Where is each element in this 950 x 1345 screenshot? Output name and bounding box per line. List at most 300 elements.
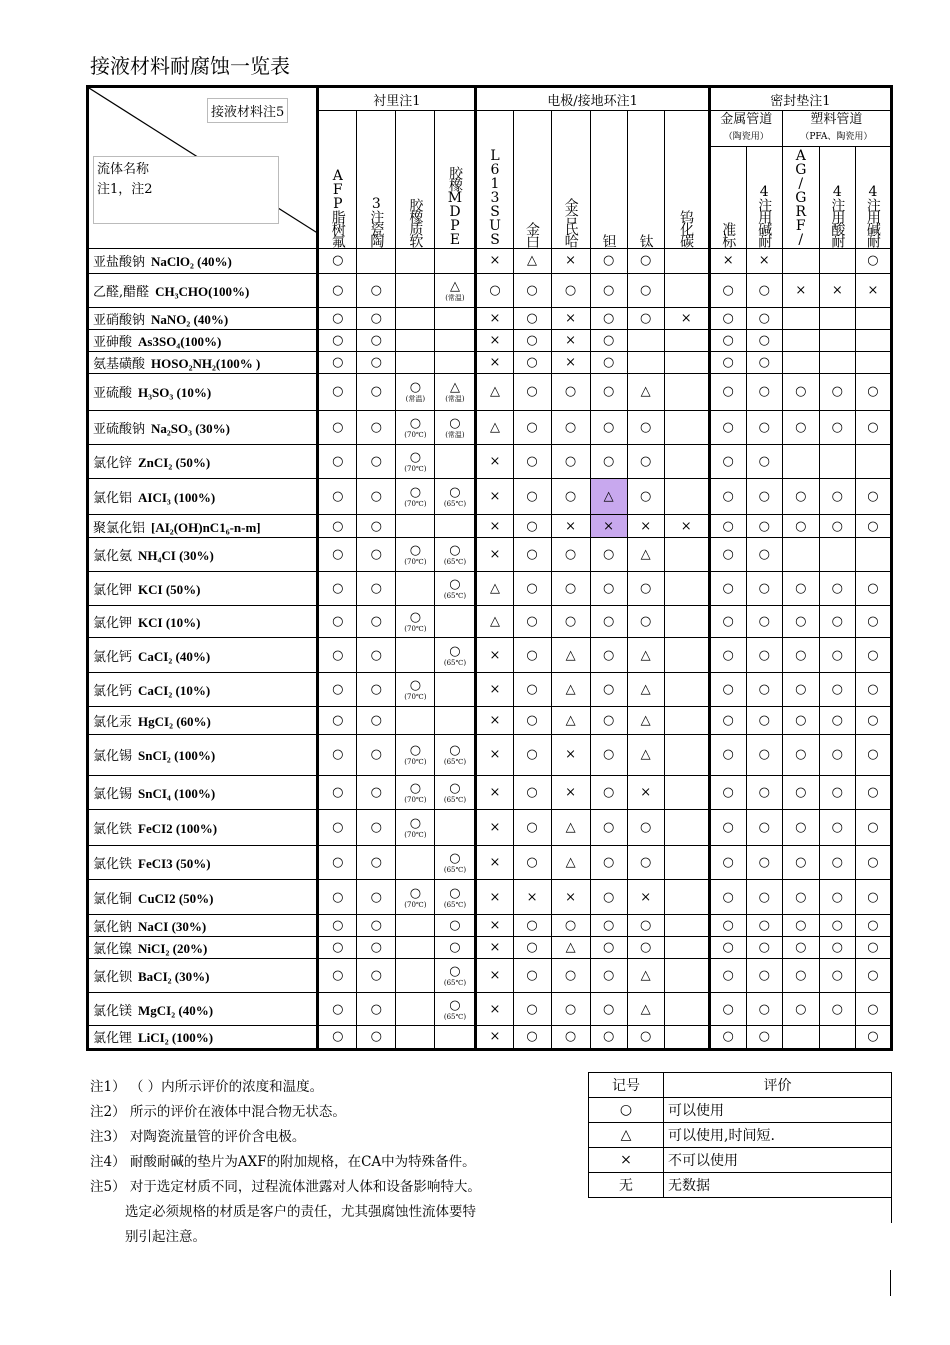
rating-cell bbox=[627, 444, 664, 478]
rating-symbol: × bbox=[489, 747, 501, 763]
fluid-name: 亚盐酸钠 bbox=[93, 255, 146, 271]
rating-cell bbox=[435, 479, 476, 515]
rating-cell bbox=[396, 307, 435, 329]
rating-symbol: ○ bbox=[639, 419, 652, 435]
fluid-name: 氯化锂 bbox=[93, 1031, 133, 1047]
rating-cell bbox=[627, 537, 664, 571]
rating-symbol: ○ bbox=[602, 747, 615, 763]
rating-cell bbox=[855, 936, 891, 958]
fluid-name-cell bbox=[88, 735, 318, 775]
fluid-formula: CH₃CHO(100%) bbox=[155, 283, 250, 299]
col-head-13 bbox=[819, 147, 855, 249]
rating-symbol: ○ bbox=[639, 310, 652, 326]
rating-symbol: ○ bbox=[332, 253, 344, 269]
rating-symbol: ○ bbox=[332, 855, 344, 871]
fluid-name: 氯化钡 bbox=[93, 970, 133, 986]
rating-symbol: ○ bbox=[602, 384, 615, 400]
rating-condition: (常温) bbox=[445, 293, 465, 302]
rating-symbol: ○ bbox=[795, 681, 807, 697]
legend-meaning: 无数据 bbox=[664, 1173, 892, 1198]
rating-cell bbox=[855, 1025, 891, 1049]
rating-cell bbox=[435, 374, 476, 410]
rating-symbol: ○ bbox=[602, 1001, 615, 1017]
rating-symbol: × bbox=[489, 940, 501, 955]
rating-symbol: ○ bbox=[758, 581, 770, 597]
rating-cell bbox=[476, 329, 513, 351]
rating-cell bbox=[551, 479, 590, 515]
rating-cell bbox=[819, 993, 855, 1025]
rating-cell bbox=[357, 444, 396, 478]
fluid-name: 亚硫酸钠 bbox=[93, 421, 146, 437]
rating-cell bbox=[782, 775, 819, 809]
rating-symbol: ○ bbox=[332, 355, 344, 371]
rating-symbol: ○ bbox=[564, 546, 577, 562]
rating-cell bbox=[357, 672, 396, 706]
rating-symbol: × bbox=[758, 253, 770, 269]
rating-symbol: ○ bbox=[602, 647, 615, 663]
rating-cell bbox=[590, 537, 627, 571]
col-head-text: L613SUS bbox=[487, 148, 503, 247]
rating-symbol: ○ bbox=[722, 489, 734, 505]
rating-cell bbox=[782, 707, 819, 735]
rating-cell bbox=[590, 273, 627, 307]
rating-symbol: ○ bbox=[867, 1029, 879, 1045]
rating-cell bbox=[782, 735, 819, 775]
rating-symbol: × bbox=[489, 454, 501, 470]
rating-symbol: △ bbox=[640, 1001, 651, 1017]
rating-cell bbox=[709, 352, 746, 374]
rating-cell bbox=[551, 914, 590, 936]
rating-cell bbox=[709, 479, 746, 515]
rating-cell bbox=[709, 993, 746, 1025]
rating-symbol: ○ bbox=[526, 454, 538, 470]
rating-cell bbox=[357, 936, 396, 958]
rating-symbol: ○ bbox=[332, 518, 344, 534]
rating-symbol: ○ bbox=[831, 647, 843, 663]
rating-symbol: ○ bbox=[831, 968, 843, 984]
col-head-11 bbox=[746, 147, 782, 249]
rating-cell bbox=[855, 374, 891, 410]
rating-cell bbox=[782, 880, 819, 914]
rating-cell bbox=[819, 846, 855, 880]
rating-condition: (65℃) bbox=[443, 866, 467, 875]
rating-cell bbox=[513, 307, 551, 329]
fluid-name-cell bbox=[88, 606, 318, 638]
rating-symbol: ○ bbox=[602, 355, 615, 371]
col-head-10 bbox=[709, 147, 746, 249]
table-row bbox=[88, 993, 892, 1025]
rating-symbol: ○ bbox=[370, 1029, 382, 1045]
rating-symbol: ○ bbox=[758, 784, 770, 800]
rating-cell bbox=[357, 606, 396, 638]
legend-tail-line bbox=[891, 1195, 892, 1223]
rating-symbol: ○ bbox=[795, 614, 807, 630]
rating-symbol: × bbox=[603, 518, 615, 534]
rating-symbol: ○ bbox=[722, 917, 734, 933]
rating-symbol: ○ bbox=[722, 546, 734, 562]
rating-cell bbox=[551, 606, 590, 638]
rating-symbol: ○ bbox=[526, 419, 538, 435]
rating-cell bbox=[782, 374, 819, 410]
col-head-text: 准标 bbox=[720, 222, 737, 247]
rating-cell bbox=[664, 936, 709, 958]
rating-cell bbox=[627, 307, 664, 329]
rating-cell bbox=[513, 606, 551, 638]
rating-symbol: ○ bbox=[795, 518, 807, 534]
rating-symbol: ○ bbox=[722, 713, 734, 729]
rating-symbol: ○ bbox=[332, 546, 344, 562]
rating-cell bbox=[746, 329, 782, 351]
rating-symbol: ○ bbox=[602, 1029, 615, 1045]
rating-cell bbox=[709, 606, 746, 638]
rating-cell bbox=[476, 638, 513, 672]
rating-cell bbox=[590, 707, 627, 735]
col-head-7 bbox=[590, 111, 627, 249]
rating-cell bbox=[627, 638, 664, 672]
rating-cell bbox=[782, 1025, 819, 1049]
rating-cell bbox=[318, 638, 357, 672]
rating-cell bbox=[396, 914, 435, 936]
rating-cell bbox=[513, 672, 551, 706]
col-head-0 bbox=[318, 111, 357, 249]
table-row bbox=[88, 846, 892, 880]
rating-symbol: ○ bbox=[370, 681, 382, 697]
rating-symbol: ○ bbox=[370, 282, 382, 298]
note-4: 注4） 耐酸耐碱的垫片为AXF的附加规格，在CA中为特殊备件。 bbox=[90, 1154, 476, 1170]
fluid-name: 氯化锡 bbox=[93, 749, 133, 765]
rating-symbol: × bbox=[489, 355, 501, 371]
rating-cell bbox=[819, 352, 855, 374]
fluid-name-cell bbox=[88, 914, 318, 936]
rating-cell bbox=[476, 444, 513, 478]
rating-cell bbox=[782, 515, 819, 537]
rating-cell bbox=[627, 846, 664, 880]
rating-cell bbox=[590, 444, 627, 478]
rating-symbol: ○ bbox=[867, 647, 879, 663]
rating-condition: (70℃) bbox=[404, 500, 427, 509]
rating-cell bbox=[746, 273, 782, 307]
rating-symbol: ○ bbox=[526, 581, 538, 597]
rating-cell bbox=[396, 880, 435, 914]
rating-symbol: ○ bbox=[370, 855, 382, 871]
rating-symbol: ○ bbox=[370, 384, 382, 400]
rating-cell bbox=[627, 672, 664, 706]
rating-symbol: ○ bbox=[370, 581, 382, 597]
rating-symbol: ○ bbox=[795, 647, 807, 663]
rating-symbol: ○ bbox=[758, 681, 770, 697]
rating-symbol: ○ bbox=[758, 454, 770, 470]
rating-cell bbox=[855, 914, 891, 936]
fluid-name: 氯化镁 bbox=[93, 1003, 133, 1019]
rating-symbol: ○ bbox=[370, 355, 382, 371]
rating-cell bbox=[782, 273, 819, 307]
fluid-name-cell bbox=[88, 638, 318, 672]
rating-symbol: ○ bbox=[831, 681, 843, 697]
rating-symbol: ○ bbox=[449, 542, 461, 558]
group-lining: 衬里注1 bbox=[318, 87, 476, 111]
rating-symbol: × bbox=[489, 1001, 501, 1017]
note-3: 注3） 对陶瓷流量管的评价含电极。 bbox=[90, 1129, 306, 1145]
rating-symbol: × bbox=[489, 820, 501, 836]
rating-symbol: △ bbox=[565, 940, 576, 955]
rating-symbol: ○ bbox=[722, 614, 734, 630]
rating-cell bbox=[318, 515, 357, 537]
corner-header-cell bbox=[88, 87, 318, 249]
rating-cell bbox=[435, 249, 476, 273]
rating-cell bbox=[476, 993, 513, 1025]
rating-symbol: ○ bbox=[758, 968, 770, 984]
rating-cell bbox=[627, 515, 664, 537]
rating-symbol: ○ bbox=[449, 743, 461, 759]
page-title: 接液材料耐腐蚀一览表 bbox=[90, 54, 290, 78]
rating-cell bbox=[627, 880, 664, 914]
rating-cell bbox=[396, 374, 435, 410]
rating-symbol: ○ bbox=[449, 577, 461, 593]
rating-cell bbox=[513, 479, 551, 515]
rating-cell bbox=[318, 846, 357, 880]
fluid-name-cell bbox=[88, 775, 318, 809]
rating-cell bbox=[396, 846, 435, 880]
fluid-name: 氯化钠 bbox=[93, 919, 133, 935]
rating-cell bbox=[551, 249, 590, 273]
rating-cell bbox=[590, 307, 627, 329]
rating-cell bbox=[746, 672, 782, 706]
rating-cell bbox=[435, 329, 476, 351]
rating-symbol: ○ bbox=[722, 647, 734, 663]
rating-cell bbox=[819, 959, 855, 993]
rating-cell bbox=[590, 735, 627, 775]
rating-condition: (65℃) bbox=[443, 592, 467, 601]
rating-cell bbox=[664, 775, 709, 809]
rating-symbol: ○ bbox=[758, 747, 770, 763]
rating-cell bbox=[551, 809, 590, 845]
rating-cell bbox=[590, 775, 627, 809]
rating-symbol: ○ bbox=[867, 713, 879, 729]
rating-cell bbox=[476, 846, 513, 880]
rating-cell bbox=[396, 672, 435, 706]
rating-symbol: ○ bbox=[370, 747, 382, 763]
rating-symbol: ○ bbox=[370, 940, 382, 955]
rating-cell bbox=[476, 707, 513, 735]
rating-cell bbox=[855, 537, 891, 571]
rating-cell bbox=[357, 880, 396, 914]
rating-cell bbox=[590, 1025, 627, 1049]
material-label: 接液材料注5 bbox=[207, 98, 288, 123]
rating-cell bbox=[819, 479, 855, 515]
rating-cell bbox=[590, 914, 627, 936]
col-head-text: 钛 bbox=[637, 234, 654, 247]
col-head-text: 胶橡MDPE bbox=[446, 166, 463, 247]
rating-symbol: △ bbox=[490, 581, 500, 597]
rating-cell bbox=[357, 959, 396, 993]
rating-symbol: ○ bbox=[564, 454, 577, 470]
rating-symbol: ○ bbox=[449, 940, 461, 955]
table-row bbox=[88, 775, 892, 809]
fluid-name: 亚硫酸 bbox=[93, 386, 133, 402]
rating-symbol: ○ bbox=[722, 820, 734, 836]
rating-cell bbox=[819, 1025, 855, 1049]
fluid-name: 氯化铜 bbox=[93, 891, 133, 907]
rating-condition: (65℃) bbox=[443, 979, 467, 988]
rating-symbol: × bbox=[831, 282, 843, 298]
rating-cell bbox=[664, 846, 709, 880]
table-row bbox=[88, 735, 892, 775]
table-row bbox=[88, 444, 892, 478]
rating-condition: (70℃) bbox=[404, 795, 427, 804]
rating-symbol: ○ bbox=[602, 713, 615, 729]
rating-symbol: ○ bbox=[867, 784, 879, 800]
rating-cell bbox=[513, 374, 551, 410]
rating-symbol: ○ bbox=[526, 333, 538, 349]
rating-cell bbox=[664, 307, 709, 329]
rating-cell bbox=[664, 571, 709, 605]
fluid-name: 氯化氨 bbox=[93, 548, 133, 564]
rating-cell bbox=[318, 993, 357, 1025]
rating-cell bbox=[318, 374, 357, 410]
table-row bbox=[88, 707, 892, 735]
fluid-name: 氯化铁 bbox=[93, 822, 133, 838]
fluid-name-cell bbox=[88, 273, 318, 307]
rating-cell bbox=[551, 880, 590, 914]
rating-symbol: × bbox=[489, 713, 501, 729]
rating-symbol: × bbox=[489, 310, 501, 326]
rating-cell bbox=[746, 809, 782, 845]
rating-cell bbox=[855, 571, 891, 605]
rating-cell bbox=[476, 672, 513, 706]
fluid-name-cell bbox=[88, 444, 318, 478]
rating-cell bbox=[476, 959, 513, 993]
rating-symbol: ○ bbox=[758, 384, 770, 400]
rating-symbol: × bbox=[565, 747, 577, 763]
col-head-text: 钨化碳 bbox=[678, 210, 695, 247]
rating-cell bbox=[357, 374, 396, 410]
col-head-1 bbox=[357, 111, 396, 249]
rating-cell bbox=[590, 410, 627, 444]
notes-block bbox=[90, 1075, 481, 1250]
rating-symbol: ○ bbox=[409, 885, 422, 901]
fluid-name: 氯化钾 bbox=[93, 583, 133, 599]
rating-symbol: ○ bbox=[409, 610, 422, 626]
rating-symbol: ○ bbox=[564, 489, 577, 505]
rating-symbol: ○ bbox=[332, 747, 344, 763]
fluid-name-cell bbox=[88, 307, 318, 329]
rating-cell bbox=[357, 707, 396, 735]
rating-symbol: ○ bbox=[332, 384, 344, 400]
rating-condition: (常温) bbox=[445, 395, 465, 404]
rating-cell bbox=[357, 1025, 396, 1049]
rating-symbol: ○ bbox=[526, 282, 538, 298]
rating-cell bbox=[357, 775, 396, 809]
rating-cell bbox=[590, 515, 627, 537]
rating-symbol: ○ bbox=[332, 310, 344, 326]
fluid-formula: KCI (10%) bbox=[138, 615, 201, 631]
rating-symbol: ○ bbox=[758, 333, 770, 349]
rating-cell bbox=[664, 352, 709, 374]
rating-symbol: ○ bbox=[526, 713, 538, 729]
legend-symbol: 无 bbox=[589, 1173, 664, 1198]
rating-cell bbox=[819, 444, 855, 478]
rating-symbol: △ bbox=[565, 713, 576, 729]
rating-symbol: ○ bbox=[332, 1001, 344, 1017]
legend-meaning: 不可以使用 bbox=[664, 1148, 892, 1173]
col-head-3 bbox=[435, 111, 476, 249]
rating-symbol: ○ bbox=[370, 546, 382, 562]
rating-symbol: ○ bbox=[795, 940, 807, 955]
rating-symbol: ○ bbox=[449, 917, 461, 933]
rating-cell bbox=[664, 249, 709, 273]
legend-symbol: ○ bbox=[589, 1098, 664, 1123]
rating-cell bbox=[664, 537, 709, 571]
fluid-name: 氯化汞 bbox=[93, 715, 133, 731]
rating-cell bbox=[664, 444, 709, 478]
rating-cell bbox=[318, 959, 357, 993]
rating-cell bbox=[513, 993, 551, 1025]
rating-symbol: ○ bbox=[332, 333, 344, 349]
rating-symbol: ○ bbox=[449, 997, 461, 1013]
rating-cell bbox=[435, 936, 476, 958]
rating-cell bbox=[476, 537, 513, 571]
rating-cell bbox=[664, 880, 709, 914]
rating-cell bbox=[627, 775, 664, 809]
rating-cell bbox=[746, 735, 782, 775]
rating-cell bbox=[318, 329, 357, 351]
rating-symbol: ○ bbox=[639, 253, 652, 269]
rating-symbol: × bbox=[722, 253, 734, 269]
rating-symbol: ○ bbox=[332, 454, 344, 470]
rating-cell bbox=[551, 959, 590, 993]
rating-symbol: △ bbox=[640, 713, 651, 729]
rating-symbol: ○ bbox=[831, 855, 843, 871]
note-5: 注5） 对于选定材质不同，过程流体泄露对人体和设备影响特大。 bbox=[90, 1179, 481, 1195]
group-gasket: 密封垫注1 bbox=[709, 87, 891, 111]
rating-cell bbox=[590, 846, 627, 880]
rating-symbol: × bbox=[489, 333, 501, 349]
fluid-name-cell bbox=[88, 329, 318, 351]
fluid-formula: NaNO₂ (40%) bbox=[151, 311, 229, 327]
rating-cell bbox=[746, 606, 782, 638]
rating-cell bbox=[819, 775, 855, 809]
rating-symbol: ○ bbox=[526, 355, 538, 371]
fluid-name: 氯化镍 bbox=[93, 942, 133, 957]
rating-cell bbox=[513, 515, 551, 537]
col-head-text: 3注瓷陶 bbox=[368, 196, 385, 247]
rating-symbol: × bbox=[526, 889, 538, 905]
rating-symbol: ○ bbox=[758, 889, 770, 905]
rating-symbol: ○ bbox=[831, 747, 843, 763]
rating-symbol: ○ bbox=[722, 968, 734, 984]
rating-symbol: ○ bbox=[795, 968, 807, 984]
rating-cell bbox=[396, 515, 435, 537]
rating-symbol: ○ bbox=[370, 820, 382, 836]
rating-symbol: ○ bbox=[867, 889, 879, 905]
rating-symbol: × bbox=[489, 855, 501, 871]
table-row bbox=[88, 959, 892, 993]
rating-symbol: × bbox=[565, 333, 577, 349]
rating-symbol: ○ bbox=[449, 964, 461, 980]
fluid-name-label bbox=[93, 156, 279, 224]
fluid-formula: [AI₂(OH)nC1₆-n-m] bbox=[151, 519, 261, 535]
rating-symbol: ○ bbox=[332, 713, 344, 729]
fluid-formula: As3SO₄(100%) bbox=[138, 334, 222, 350]
rating-symbol: ○ bbox=[526, 968, 538, 984]
rating-symbol: ○ bbox=[602, 889, 615, 905]
rating-symbol: ○ bbox=[564, 419, 577, 435]
rating-cell bbox=[746, 936, 782, 958]
rating-symbol: △ bbox=[490, 419, 500, 435]
rating-symbol: △ bbox=[565, 820, 576, 836]
rating-cell bbox=[551, 307, 590, 329]
rating-cell bbox=[435, 914, 476, 936]
